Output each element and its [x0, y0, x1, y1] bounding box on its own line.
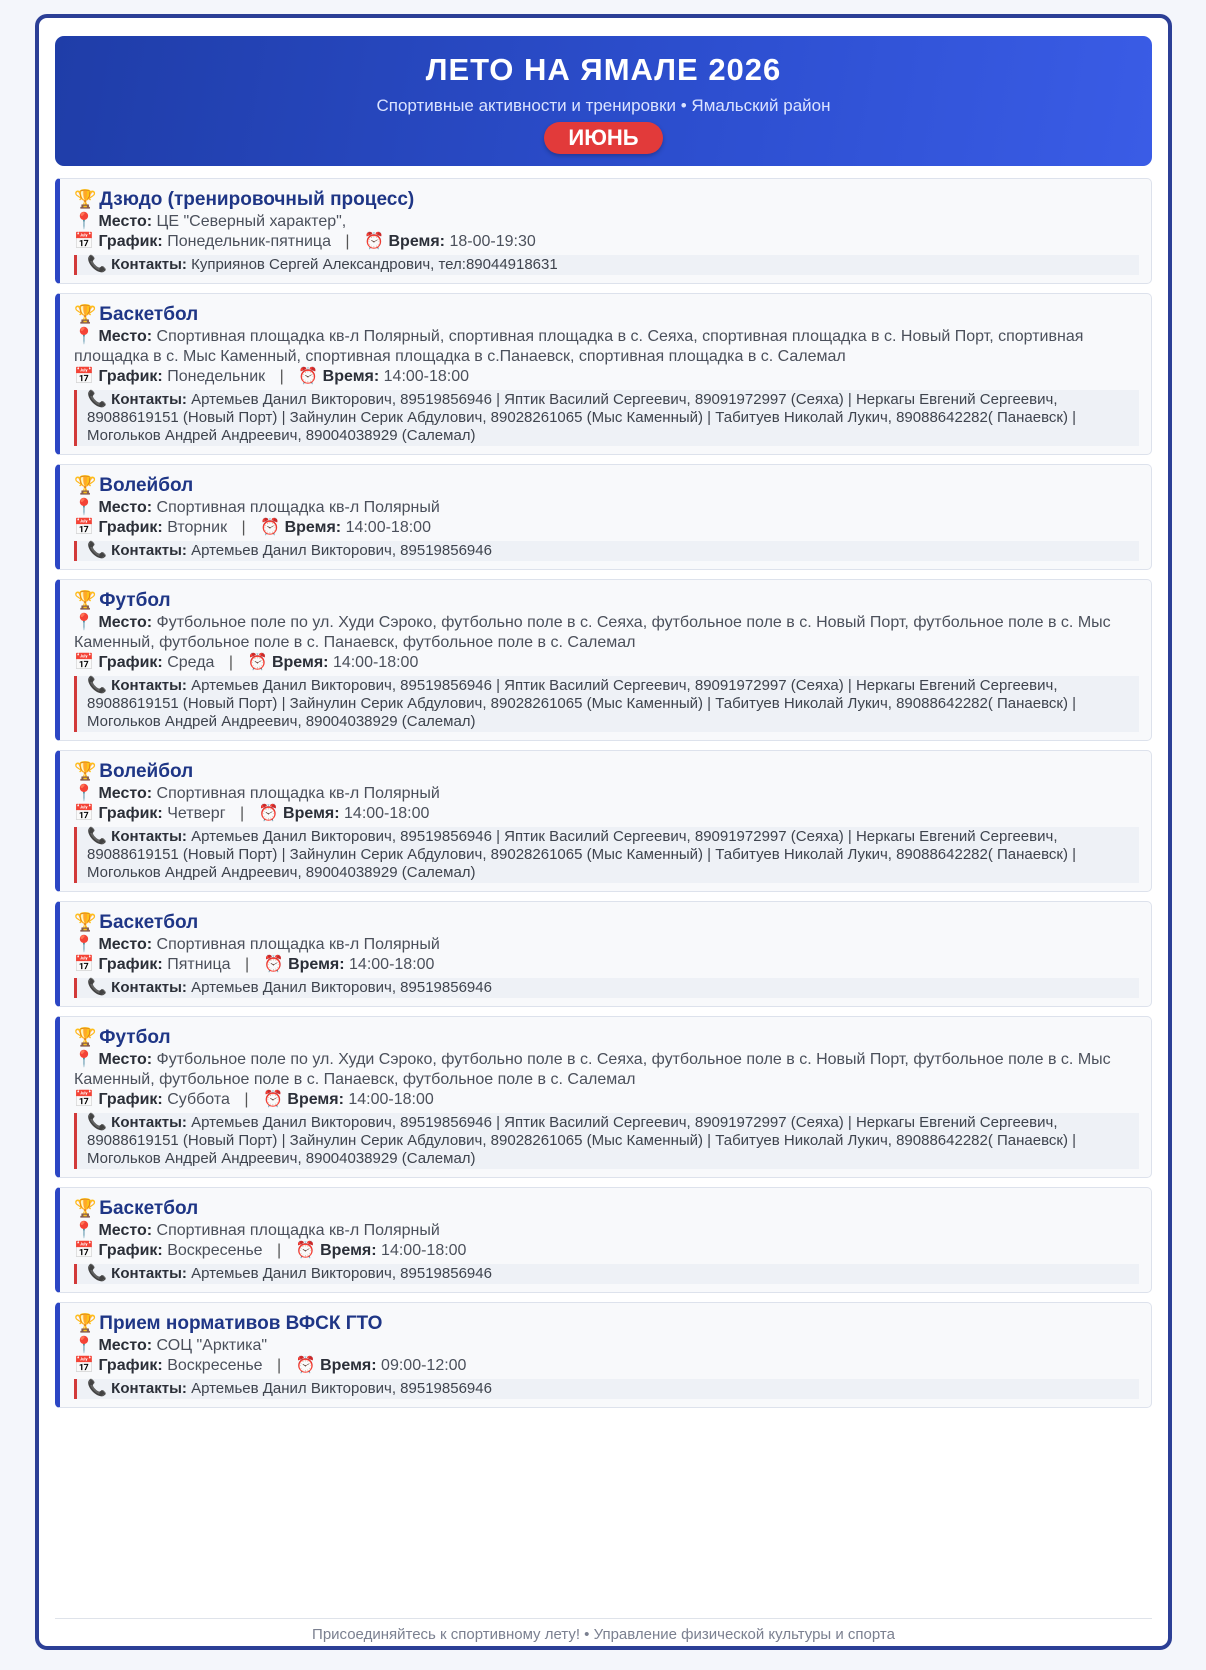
- event-place: Спортивная площадка кв-л Полярный: [156, 1222, 440, 1239]
- event-time: 14:00-18:00: [349, 956, 435, 973]
- contacts-label: Контакты:: [111, 1114, 187, 1131]
- event-schedule: Вторник: [167, 519, 228, 536]
- event-schedule: Пятница: [167, 956, 231, 973]
- place-label: Место:: [98, 1051, 153, 1068]
- time-label: Время:: [388, 233, 445, 250]
- event-card: [55, 1187, 1152, 1293]
- event-place-row: [74, 1221, 1139, 1241]
- place-label: Место:: [98, 328, 153, 345]
- event-place-row: [74, 1050, 1139, 1090]
- schedule-label: График:: [98, 805, 163, 822]
- event-contacts: [74, 676, 1139, 732]
- map-pin-icon: 📍: [74, 936, 94, 953]
- event-name: Дзюдо (тренировочный процесс): [99, 189, 415, 210]
- event-contacts: [74, 1379, 1139, 1399]
- trophy-icon: 🏆: [74, 475, 97, 495]
- trophy-icon: 🏆: [74, 1313, 97, 1333]
- event-card: [55, 579, 1152, 741]
- calendar-icon: 📅: [74, 519, 94, 536]
- event-card: [55, 1016, 1152, 1178]
- trophy-icon: 🏆: [74, 761, 97, 781]
- phone-icon: 📞: [87, 677, 107, 694]
- event-schedule-row: [74, 1090, 1139, 1110]
- schedule-label: График:: [98, 233, 163, 250]
- event-schedule-row: [74, 653, 1139, 673]
- event-schedule-row: [74, 804, 1139, 824]
- contacts-label: Контакты:: [111, 256, 187, 273]
- trophy-icon: 🏆: [74, 189, 97, 209]
- calendar-icon: 📅: [74, 233, 94, 250]
- event-contacts-text: Артемьев Данил Викторович, 89519856946: [191, 1265, 492, 1282]
- event-schedule: Четверг: [167, 805, 226, 822]
- separator: |: [244, 1091, 249, 1108]
- place-label: Место:: [98, 785, 153, 802]
- phone-icon: 📞: [87, 979, 107, 996]
- event-name: Футбол: [99, 590, 171, 611]
- map-pin-icon: 📍: [74, 785, 94, 802]
- schedule-label: График:: [98, 1091, 163, 1108]
- page-subtitle: Спортивные активности и тренировки • Ямальский район: [376, 96, 831, 115]
- calendar-icon: 📅: [74, 654, 94, 671]
- event-contacts: [74, 1113, 1139, 1169]
- phone-icon: 📞: [87, 1114, 107, 1131]
- event-schedule-row: [74, 955, 1139, 975]
- schedule-label: График:: [98, 519, 163, 536]
- event-place-row: [74, 498, 1139, 518]
- separator: |: [345, 233, 350, 250]
- trophy-icon: 🏆: [74, 912, 97, 932]
- time-label: Время:: [288, 956, 345, 973]
- event-contacts: [74, 827, 1139, 883]
- calendar-icon: 📅: [74, 1357, 94, 1374]
- place-label: Место:: [98, 936, 153, 953]
- event-card: [55, 178, 1152, 284]
- event-contacts-text: Артемьев Данил Викторович, 89519856946 | Яптик Василий Сергеевич, 89091972997 (Сеяха) | Неркагы Евгений Сергеевич, 89088619151 (Новый Порт) | Зайнулин Серик Абдулович, 89028261065 (Мыс Каменный) | Табитуев Николай Лукич, 89088642282( Панаевск) | Могольков Андрей Андреевич, 89004038929 (Салемал): [87, 391, 1077, 444]
- phone-icon: 📞: [87, 1265, 107, 1282]
- phone-icon: 📞: [87, 828, 107, 845]
- contacts-label: Контакты:: [111, 1265, 187, 1282]
- place-label: Место:: [98, 1222, 153, 1239]
- time-label: Время:: [287, 1091, 344, 1108]
- event-contacts-text: Артемьев Данил Викторович, 89519856946: [191, 1380, 492, 1397]
- page-title: ЛЕТО НА ЯМАЛЕ 2026: [425, 52, 782, 87]
- event-time: 14:00-18:00: [332, 654, 419, 671]
- separator: |: [277, 1242, 282, 1259]
- schedule-label: График:: [98, 1242, 163, 1259]
- event-place: Спортивная площадка кв-л Полярный: [156, 936, 440, 953]
- phone-icon: 📞: [87, 256, 107, 273]
- event-card: [55, 1302, 1152, 1408]
- calendar-icon: 📅: [74, 956, 94, 973]
- event-time: 14:00-18:00: [348, 1091, 434, 1108]
- phone-icon: 📞: [87, 1380, 107, 1397]
- place-label: Место:: [98, 213, 153, 230]
- footer-divider: [55, 1618, 1152, 1619]
- alarm-clock-icon: ⏰: [258, 805, 279, 822]
- event-card: [55, 901, 1152, 1007]
- event-schedule: Суббота: [167, 1091, 230, 1108]
- trophy-icon: 🏆: [74, 1027, 97, 1047]
- alarm-clock-icon: ⏰: [364, 233, 384, 250]
- footer-text: Присоединяйтесь к спортивному лету! • Управление физической культуры и спорта: [312, 1626, 895, 1643]
- contacts-label: Контакты:: [111, 828, 187, 845]
- time-label: Время:: [322, 368, 380, 385]
- alarm-clock-icon: ⏰: [298, 368, 319, 385]
- event-place: Спортивная площадка кв-л Полярный, спортивная площадка в с. Сеяха, спортивная площадка в с. Новый Порт, спортивная площадка в с. Мыс Каменный, спортивная площадка в с.Панаевск, спортивная площадка в с. Салемал: [74, 328, 1084, 365]
- trophy-icon: 🏆: [74, 304, 97, 324]
- trophy-icon: 🏆: [74, 590, 97, 610]
- event-schedule-row: [74, 367, 1139, 387]
- event-place: СОЦ "Арктика": [156, 1337, 268, 1354]
- calendar-icon: 📅: [74, 368, 94, 385]
- event-place: Футбольное поле по ул. Худи Сэроко, футбольно поле в с. Сеяха, футбольное поле в с. Новый Порт, футбольное поле в с. Мыс Каменный, футбольное поле в с. Панаевск, футбольное поле в с. Салемал: [74, 614, 1111, 651]
- event-name: Прием нормативов ВФСК ГТО: [99, 1313, 383, 1334]
- header-banner: [55, 36, 1152, 166]
- event-schedule-row: [74, 1241, 1139, 1261]
- event-place: Футбольное поле по ул. Худи Сэроко, футбольно поле в с. Сеяха, футбольное поле в с. Новый Порт, футбольное поле в с. Мыс Каменный, футбольное поле в с. Панаевск, футбольное поле в с. Салемал: [74, 1051, 1111, 1088]
- map-pin-icon: 📍: [74, 1051, 94, 1068]
- event-place: Спортивная площадка кв-л Полярный: [156, 499, 440, 516]
- alarm-clock-icon: ⏰: [247, 654, 268, 671]
- event-contacts-text: Артемьев Данил Викторович, 89519856946: [191, 542, 492, 559]
- event-time: 18-00-19:30: [449, 233, 536, 250]
- calendar-icon: 📅: [74, 1091, 94, 1108]
- contacts-label: Контакты:: [111, 391, 187, 408]
- event-place-row: [74, 1336, 1139, 1356]
- alarm-clock-icon: ⏰: [262, 1091, 283, 1108]
- event-schedule-row: [74, 518, 1139, 538]
- schedule-label: График:: [98, 368, 163, 385]
- event-name: Футбол: [99, 1027, 171, 1048]
- event-contacts: [74, 978, 1139, 998]
- event-schedule: Воскресенье: [167, 1242, 263, 1259]
- event-place: Спортивная площадка кв-л Полярный: [156, 785, 440, 802]
- map-pin-icon: 📍: [74, 1337, 94, 1354]
- event-contacts: [74, 1264, 1139, 1284]
- time-label: Время:: [271, 654, 329, 671]
- phone-icon: 📞: [87, 391, 107, 408]
- event-contacts-text: Артемьев Данил Викторович, 89519856946 | Яптик Василий Сергеевич, 89091972997 (Сеяха) | Неркагы Евгений Сергеевич, 89088619151 (Новый Порт) | Зайнулин Серик Абдулович, 89028261065 (Мыс Каменный) | Табитуев Николай Лукич, 89088642282( Панаевск) | Могольков Андрей Андреевич, 89004038929 (Салемал): [87, 828, 1077, 881]
- map-pin-icon: 📍: [74, 1222, 94, 1239]
- contacts-label: Контакты:: [111, 979, 187, 996]
- map-pin-icon: 📍: [74, 614, 94, 631]
- map-pin-icon: 📍: [74, 213, 94, 230]
- separator: |: [241, 519, 246, 536]
- contacts-label: Контакты:: [111, 1380, 187, 1397]
- trophy-icon: 🏆: [74, 1198, 97, 1218]
- event-card: [55, 464, 1152, 570]
- event-time: 14:00-18:00: [383, 368, 470, 385]
- event-schedule: Понедельник-пятница: [167, 233, 331, 250]
- calendar-icon: 📅: [74, 1242, 94, 1259]
- alarm-clock-icon: ⏰: [295, 1357, 316, 1374]
- event-schedule-row: [74, 232, 1139, 252]
- event-schedule: Воскресенье: [167, 1357, 263, 1374]
- map-pin-icon: 📍: [74, 328, 94, 345]
- event-time: 09:00-12:00: [381, 1357, 467, 1374]
- place-label: Место:: [98, 614, 153, 631]
- alarm-clock-icon: ⏰: [263, 956, 284, 973]
- calendar-icon: 📅: [74, 805, 94, 822]
- place-label: Место:: [98, 1337, 153, 1354]
- event-place-row: [74, 212, 1139, 232]
- event-place-row: [74, 935, 1139, 955]
- phone-icon: 📞: [87, 542, 107, 559]
- alarm-clock-icon: ⏰: [260, 519, 281, 536]
- separator: |: [228, 654, 234, 671]
- event-list: [55, 178, 1152, 1417]
- separator: |: [277, 1357, 282, 1374]
- event-place: ЦЕ "Северный характер",: [156, 213, 347, 230]
- schedule-label: График:: [98, 1357, 163, 1374]
- alarm-clock-icon: ⏰: [295, 1242, 316, 1259]
- event-card: [55, 293, 1152, 455]
- event-time: 14:00-18:00: [345, 519, 431, 536]
- poster-frame: [35, 14, 1172, 1650]
- event-name: Баскетбол: [99, 912, 199, 933]
- event-name: Волейбол: [99, 475, 194, 496]
- time-label: Время:: [320, 1357, 377, 1374]
- separator: |: [279, 368, 284, 385]
- schedule-label: График:: [98, 654, 163, 671]
- schedule-label: График:: [98, 956, 163, 973]
- event-contacts: [74, 255, 1139, 275]
- contacts-label: Контакты:: [111, 542, 187, 559]
- event-time: 14:00-18:00: [381, 1242, 467, 1259]
- map-pin-icon: 📍: [74, 499, 94, 516]
- event-name: Баскетбол: [99, 1198, 199, 1219]
- event-contacts: [74, 390, 1139, 446]
- event-name: Баскетбол: [99, 304, 199, 325]
- event-card: [55, 750, 1152, 892]
- event-schedule: Понедельник: [167, 368, 266, 385]
- time-label: Время:: [320, 1242, 377, 1259]
- time-label: Время:: [283, 805, 340, 822]
- separator: |: [239, 805, 245, 822]
- place-label: Место:: [98, 499, 153, 516]
- event-place-row: [74, 613, 1139, 653]
- time-label: Время:: [284, 519, 342, 536]
- contacts-label: Контакты:: [111, 677, 187, 694]
- month-badge: ИЮНЬ: [544, 122, 662, 154]
- event-schedule-row: [74, 1356, 1139, 1376]
- event-contacts-text: Артемьев Данил Викторович, 89519856946: [191, 979, 492, 996]
- separator: |: [245, 956, 250, 973]
- event-schedule: Среда: [167, 654, 215, 671]
- event-name: Волейбол: [99, 761, 194, 782]
- event-contacts-text: Куприянов Сергей Александрович, тел:89044918631: [191, 256, 558, 273]
- event-place-row: [74, 784, 1139, 804]
- event-time: 14:00-18:00: [344, 805, 430, 822]
- event-place-row: [74, 327, 1139, 367]
- event-contacts-text: Артемьев Данил Викторович, 89519856946 | Яптик Василий Сергеевич, 89091972997 (Сеяха) | Неркагы Евгений Сергеевич, 89088619151 (Новый Порт) | Зайнулин Серик Абдулович, 89028261065 (Мыс Каменный) | Табитуев Николай Лукич, 89088642282( Панаевск) | Могольков Андрей Андреевич, 89004038929 (Салемал): [87, 1114, 1077, 1167]
- event-contacts-text: Артемьев Данил Викторович, 89519856946 | Яптик Василий Сергеевич, 89091972997 (Сеяха) | Неркагы Евгений Сергеевич, 89088619151 (Новый Порт) | Зайнулин Серик Абдулович, 89028261065 (Мыс Каменный) | Табитуев Николай Лукич, 89088642282( Панаевск) | Могольков Андрей Андреевич, 89004038929 (Салемал): [87, 677, 1077, 730]
- event-contacts: [74, 541, 1139, 561]
